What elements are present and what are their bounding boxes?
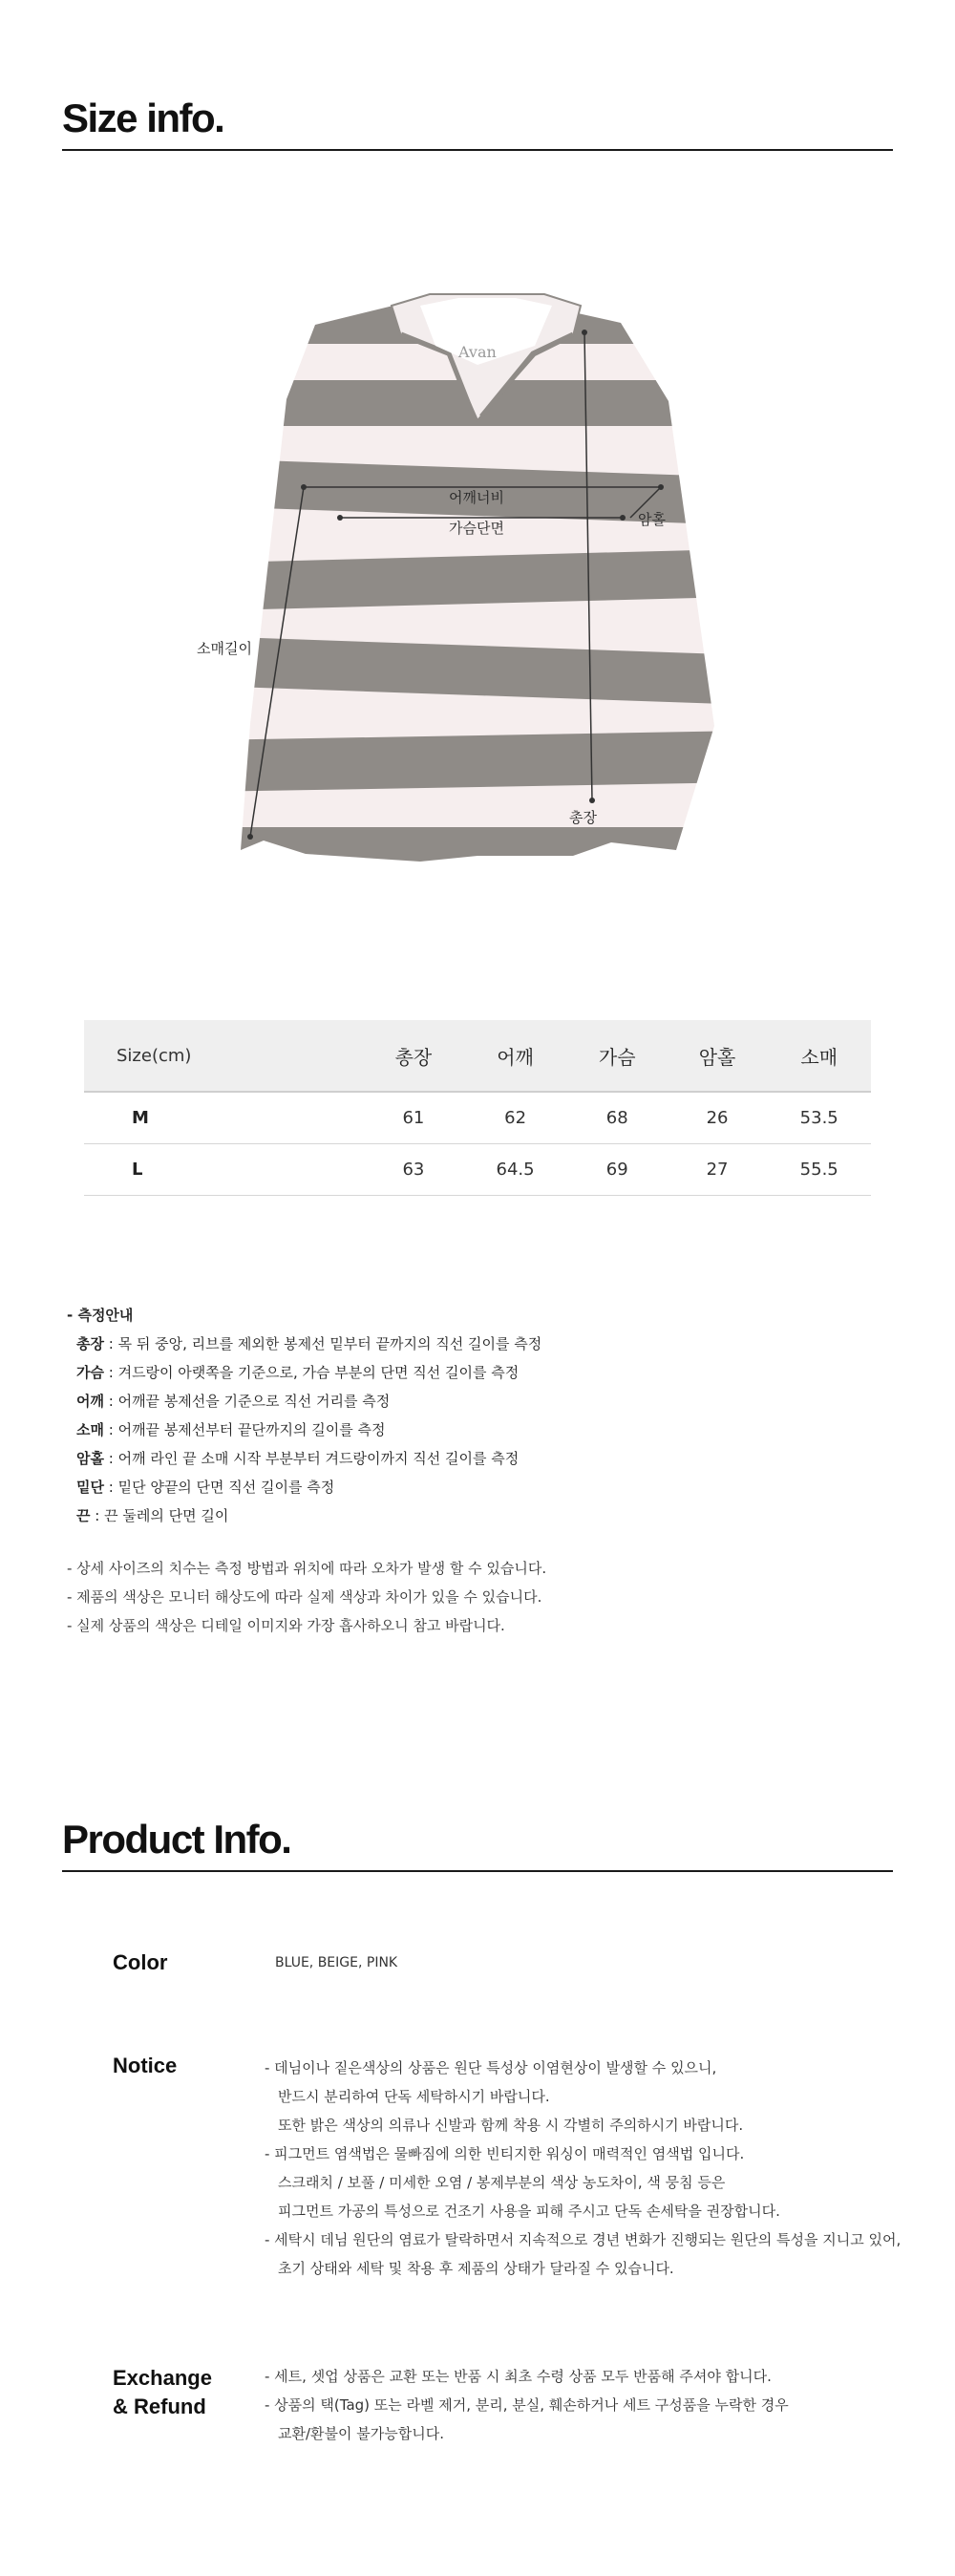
product-info-title: Product Info.	[62, 1817, 291, 1862]
color-value: BLUE, BEIGE, PINK	[275, 1955, 398, 1970]
notice-line: - 세탁시 데님 원단의 염료가 탈락하면서 지속적으로 경년 변화가 진행되는 원단의 특성을 지니고 있어,	[265, 2231, 902, 2248]
note-line: - 상세 사이즈의 치수는 측정 방법과 위치에 따라 오차가 발생 할 수 있습니다.	[67, 1560, 547, 1577]
size-header-cell: 총장	[364, 1020, 464, 1092]
guide-item: 끈 : 끈 둘레의 단면 길이	[76, 1507, 229, 1524]
size-cell: 62	[463, 1092, 567, 1144]
size-header-cell: 암홀	[668, 1020, 768, 1092]
exchange-refund-label: Exchange & Refund	[113, 2366, 212, 2418]
sweater-svg	[0, 277, 955, 869]
size-cell: M	[84, 1092, 364, 1144]
guide-title: - 측정안내	[67, 1307, 134, 1324]
length-label: 총장	[569, 809, 597, 826]
product-info-rule	[62, 1870, 893, 1872]
size-header-cell: 가슴	[567, 1020, 668, 1092]
size-header-cell: Size(cm)	[84, 1020, 364, 1092]
size-table-header	[84, 1020, 871, 1092]
notice-line: 반드시 분리하여 단독 세탁하시기 바랍니다.	[278, 2088, 550, 2105]
notice-line: 스크래치 / 보풀 / 미세한 오염 / 봉제부분의 색상 농도차이, 색 뭉침 등은	[278, 2174, 726, 2191]
exchange-line: - 세트, 셋업 상품은 교환 또는 반품 시 최초 수령 상품 모두 반품해 주셔야 합니다.	[265, 2368, 772, 2385]
size-cell: 68	[567, 1092, 668, 1144]
notice-line: - 데님이나 짙은색상의 상품은 원단 특성상 이염현상이 발생할 수 있으니,	[265, 2059, 717, 2076]
exchange-line: 교환/환불이 불가능합니다.	[278, 2425, 444, 2442]
notice-line: 초기 상태와 세탁 및 착용 후 제품의 상태가 달라질 수 있습니다.	[278, 2260, 674, 2277]
size-cell: L	[84, 1144, 364, 1196]
notice-line: 피그먼트 가공의 특성으로 건조기 사용을 피해 주시고 단독 손세탁을 권장합니다.	[278, 2203, 780, 2220]
shoulder-label: 어깨너비	[449, 489, 504, 506]
size-cell: 63	[364, 1144, 464, 1196]
sweater-illustration	[0, 277, 955, 869]
guide-item: 총장 : 목 뒤 중앙, 리브를 제외한 봉제선 밑부터 끝까지의 직선 길이를 측정	[76, 1335, 542, 1352]
guide-item: 어깨 : 어깨끝 봉제선을 기준으로 직선 거리를 측정	[76, 1393, 391, 1410]
size-cell: 61	[364, 1092, 464, 1144]
guide-item: 밑단 : 밑단 양끝의 단면 직선 길이를 측정	[76, 1479, 335, 1496]
size-cell: 69	[567, 1144, 668, 1196]
chest-label: 가슴단면	[449, 520, 504, 537]
size-cell: 27	[668, 1144, 768, 1196]
size-cell: 64.5	[463, 1144, 567, 1196]
sleeve-label: 소매길이	[197, 640, 252, 657]
size-table	[84, 1020, 871, 1196]
armhole-label: 암홀	[638, 511, 666, 528]
size-cell: 26	[668, 1092, 768, 1144]
exchange-text	[265, 2362, 789, 2448]
size-header-cell: 어깨	[463, 1020, 567, 1092]
notice-label: Notice	[113, 2054, 178, 2077]
size-header-cell: 소매	[767, 1020, 871, 1092]
color-label: Color	[113, 1950, 168, 1974]
notice-line: - 피그먼트 염색법은 물빠짐에 의한 빈티지한 워싱이 매력적인 염색법 입니다.	[265, 2145, 745, 2162]
exchange-line: - 상품의 택(Tag) 또는 라벨 제거, 분리, 분실, 훼손하거나 세트 구성품을 누락한 경우	[265, 2396, 789, 2414]
size-info-title: Size info.	[62, 96, 224, 140]
note-line: - 실제 상품의 색상은 디테일 이미지와 가장 흡사하오니 참고 바랍니다.	[67, 1617, 505, 1634]
guide-item: 암홀 : 어깨 라인 끝 소매 시작 부분부터 겨드랑이까지 직선 길이를 측정	[76, 1450, 520, 1467]
notice-text	[265, 2054, 901, 2283]
size-info-rule	[62, 149, 893, 151]
measurement-guide	[67, 1301, 541, 1530]
brand-label: Avan	[458, 343, 497, 361]
table-row	[84, 1144, 871, 1196]
guide-item: 가슴 : 겨드랑이 아랫쪽을 기준으로, 가슴 부분의 단면 직선 길이를 측정	[76, 1364, 520, 1381]
guide-item: 소매 : 어깨끝 봉제선부터 끝단까지의 길이를 측정	[76, 1421, 386, 1438]
notice-line: 또한 밝은 색상의 의류나 신발과 함께 착용 시 각별히 주의하시기 바랍니다.	[278, 2117, 744, 2134]
note-line: - 제품의 색상은 모니터 해상도에 따라 실제 색상과 차이가 있을 수 있습니다.	[67, 1588, 542, 1606]
size-cell: 55.5	[767, 1144, 871, 1196]
table-row	[84, 1092, 871, 1144]
size-cell: 53.5	[767, 1092, 871, 1144]
size-notes	[67, 1554, 546, 1640]
